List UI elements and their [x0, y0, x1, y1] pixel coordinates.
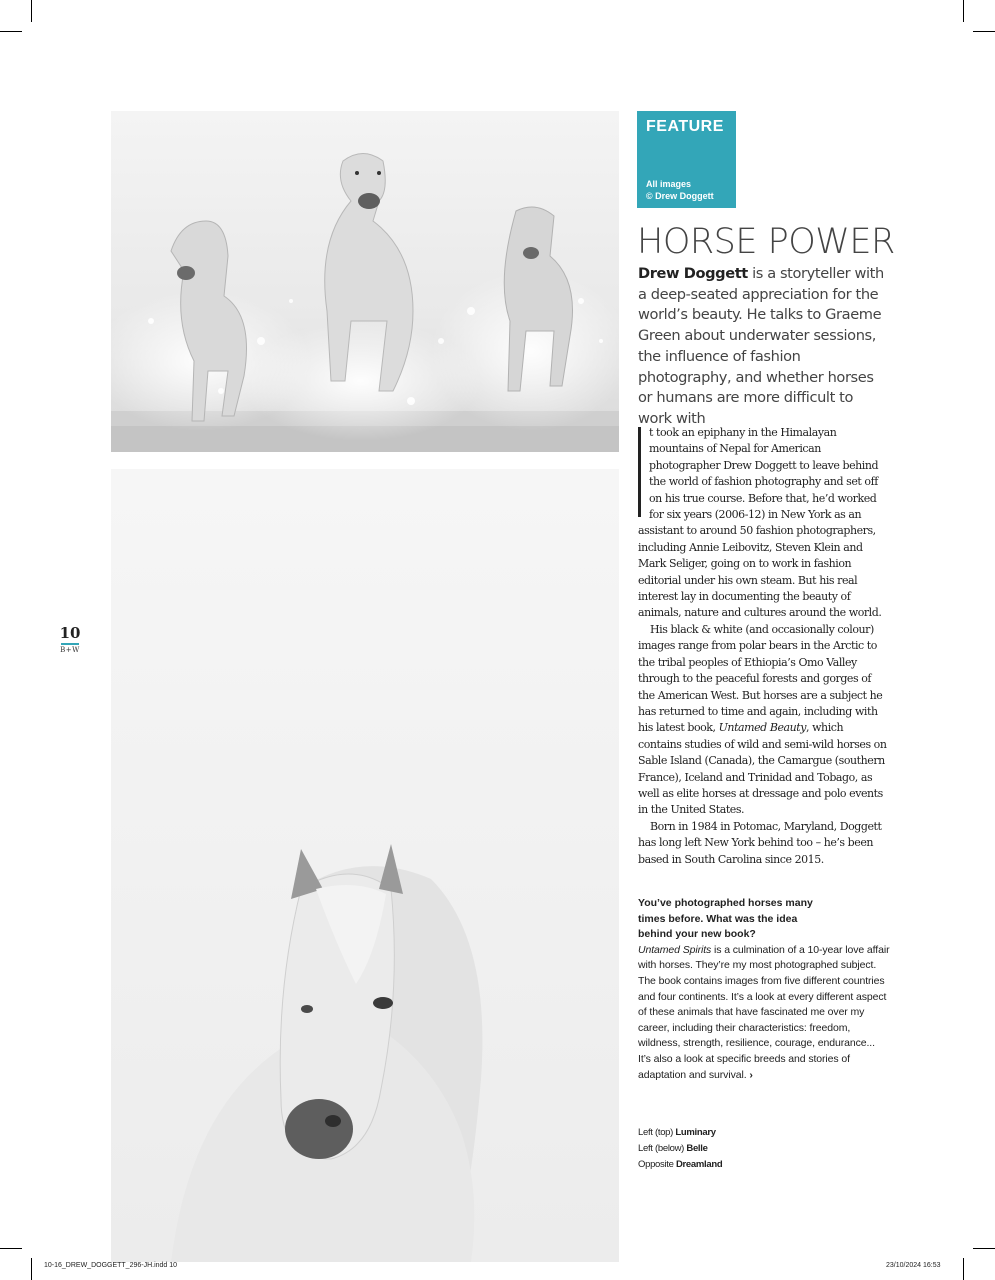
- caption-position: Opposite: [638, 1159, 674, 1170]
- crop-mark: [963, 0, 964, 22]
- caption-line: [638, 1125, 722, 1141]
- page-number: 10: [59, 624, 81, 642]
- crop-mark: [973, 31, 995, 32]
- photo-white-horse-portrait: [111, 469, 619, 1262]
- folio: [58, 624, 82, 654]
- crop-mark: [0, 1248, 22, 1249]
- caption-title: Luminary: [675, 1127, 716, 1138]
- crop-mark: [963, 1258, 964, 1280]
- body-paragraph-1: [638, 425, 888, 622]
- caption-position: Left (below): [638, 1143, 685, 1154]
- folio-rule: [61, 643, 79, 645]
- credit-line-2: © Drew Doggett: [646, 191, 714, 201]
- feature-tag: FEATURE: [646, 118, 724, 135]
- headline: HORSE POWER: [637, 222, 895, 262]
- captions: [638, 1125, 722, 1173]
- crop-mark: [0, 31, 22, 32]
- caption-line: [638, 1141, 722, 1157]
- crop-mark: [31, 1258, 32, 1280]
- slug-file: 10-16_DREW_DOGGETT_296-JH.indd 10: [44, 1262, 178, 1269]
- continue-arrow-icon: ›: [749, 1068, 753, 1081]
- caption-title: Belle: [686, 1143, 708, 1154]
- book-title: Untamed Beauty: [718, 721, 806, 735]
- magazine-name: B+W: [60, 646, 80, 654]
- qa-answer: [638, 943, 890, 1083]
- photo-horses-galloping: [111, 111, 619, 452]
- credit-line-1: All images: [646, 179, 692, 189]
- standfirst-text: is a storyteller with a deep-seated appreciation for the world’s beauty. He talks to Graeme Green about underwater sessions, the influence of fashion photography, and whether horses or humans are more difficult to work with: [638, 265, 884, 427]
- crop-mark: [31, 0, 32, 22]
- standfirst: [638, 264, 890, 430]
- qa-section: [638, 896, 890, 1083]
- answer-book-title: Untamed Spirits: [638, 943, 712, 956]
- article-body: [638, 425, 888, 868]
- drop-cap: [638, 427, 641, 517]
- image-credit: [646, 178, 714, 202]
- body-paragraph-2: [638, 622, 888, 819]
- body-paragraph-3: Born in 1984 in Potomac, Maryland, Doggett has long left New York behind too – he’s been based in South Carolina since 2015.: [638, 819, 882, 866]
- slug-date: 23/10/2024 16:53: [886, 1262, 941, 1269]
- body-paragraph-2-text-a: His black & white (and occasionally colour) images range from polar bears in the Arctic to the tribal peoples of Ethiopia’s Omo Valley through to the peaceful forests and gorges of the American West. But horses are a subject he has returned to time and again, including with his latest book,: [638, 622, 883, 735]
- standfirst-name: Drew Doggett: [638, 265, 748, 282]
- caption-line: [638, 1157, 722, 1173]
- answer-text: is a culmination of a 10-year love affair with horses. They’re my most photographed subject. The book contains images from five different countries and four continents. It’s a look at every different aspect of these animals that have fascinated me over my career, including their characteristics: freedom, wildness, strength, resilience, courage, endurance... It’s also a look at specific breeds and stories of adaptation and survival.: [638, 943, 890, 1081]
- body-paragraph-1-text: t took an epiphany in the Himalayan mountains of Nepal for American photographer Drew Doggett to leave behind the world of fashion photography and set off on his true course. Before that, he’d worked for six years (2006-12) in New York as an assistant to around 50 fashion photographers, including Annie Leibovitz, Steven Klein and Mark Seliger, going on to work in fashion editorial under his own steam. But his real interest lay in documenting the beauty of animals, nature and cultures around the world.: [638, 426, 882, 620]
- crop-mark: [973, 1248, 995, 1249]
- feature-box: [637, 111, 736, 208]
- caption-title: Dreamland: [675, 1159, 723, 1170]
- caption-position: Left (top): [638, 1127, 674, 1138]
- qa-question: You’ve photographed horses many times before. What was the idea behind your new book?: [638, 897, 813, 941]
- body-paragraph-2-text-b: , which contains studies of wild and semi-wild horses on Sable Island (Canada), the Camargue (southern France), Iceland and Trinidad and Tobago, as well as elite horses at dressage and polo events in the United States.: [638, 721, 887, 817]
